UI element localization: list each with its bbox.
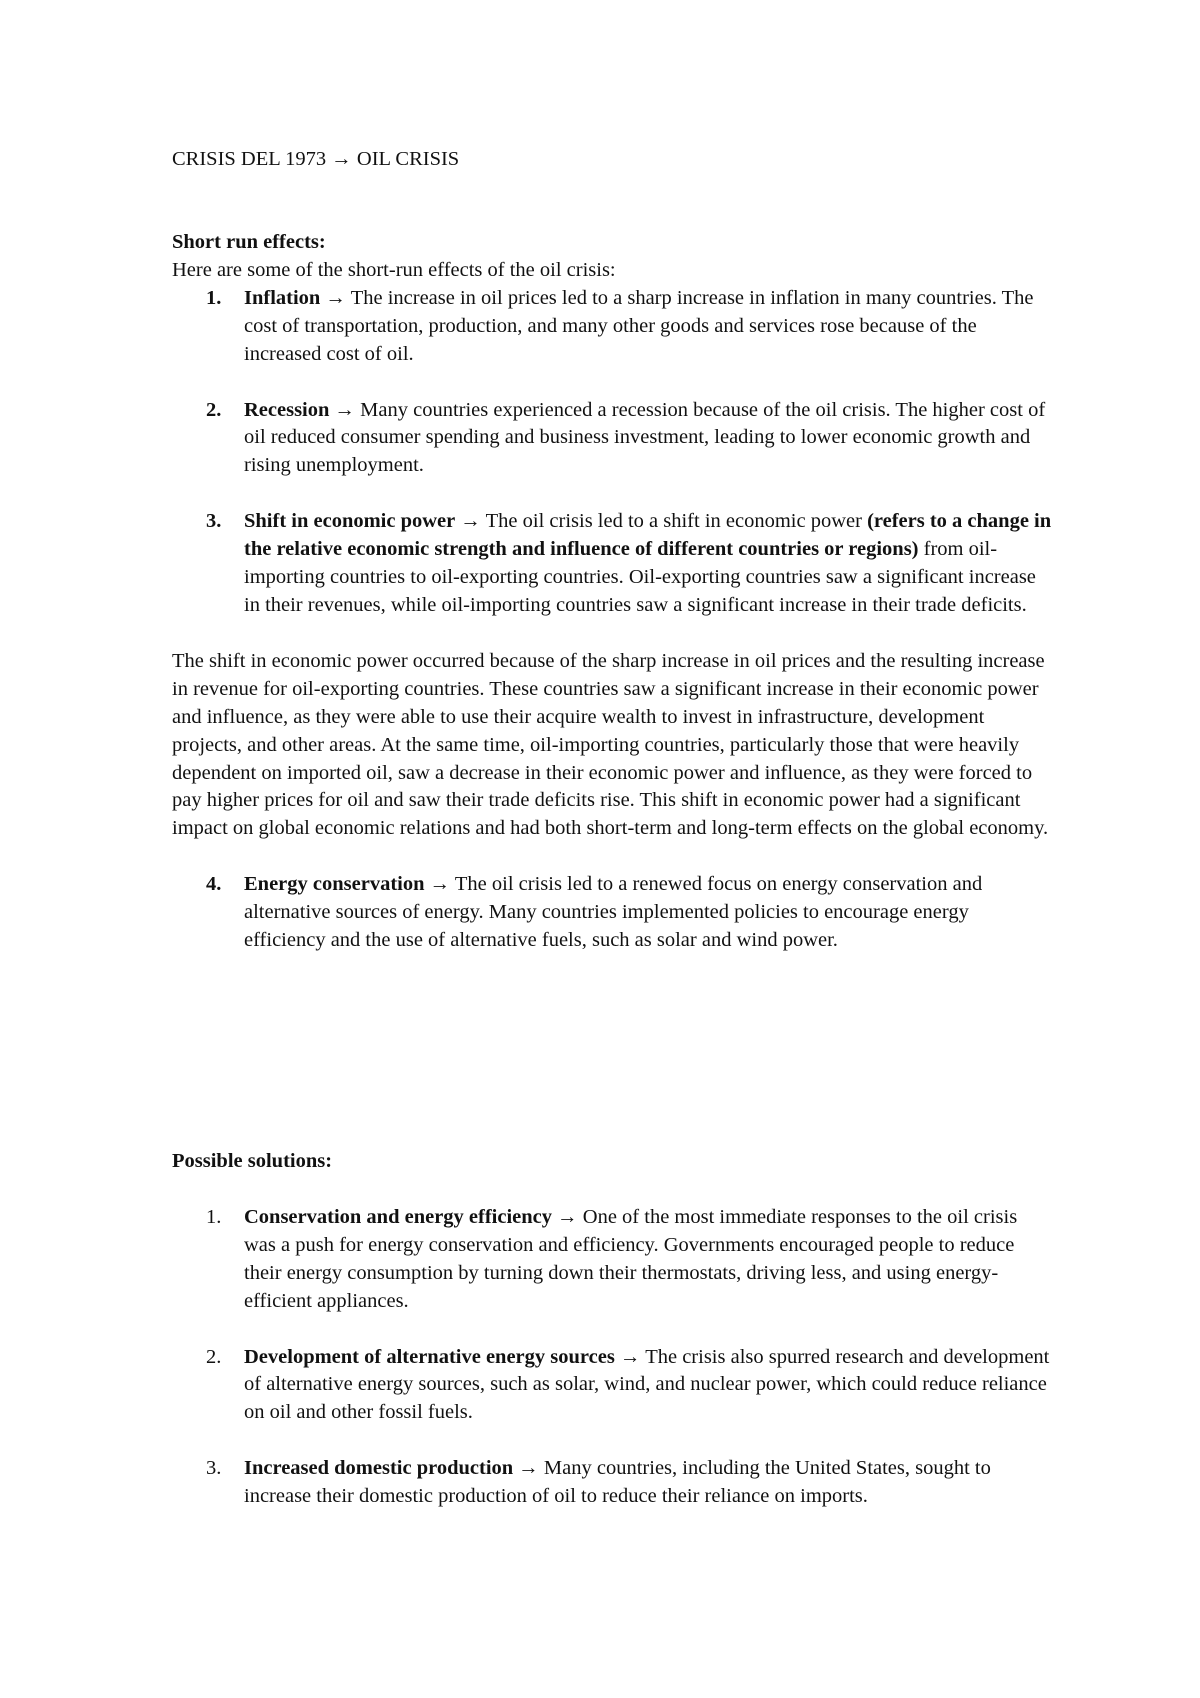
- short-run-heading: Short run effects:: [172, 231, 326, 253]
- item-term: Recession: [244, 398, 330, 421]
- list-item-inflation: [172, 285, 1052, 369]
- item-bold-note: (refers to a change in the relative economic strength and influence of different countries or regions): [244, 510, 1052, 561]
- list-number: 3.: [206, 510, 222, 533]
- short-run-list: [172, 285, 1052, 620]
- list-number: 1.: [206, 286, 222, 309]
- arrow-right-icon: →: [518, 1457, 539, 1480]
- solutions-section: [172, 1148, 1052, 1511]
- list-item-shift-power: [172, 508, 1052, 620]
- title-part-2: OIL CRISIS: [356, 148, 460, 170]
- list-number: 4.: [206, 873, 222, 896]
- short-run-intro: Here are some of the short-run effects of the oil crisis:: [172, 258, 616, 281]
- item-term: Development of alternative energy sources: [244, 1345, 615, 1368]
- item-text: Many countries experienced a recession because of the oil crisis. The higher cost of oil reduced consumer spending and business investment, leading to lower economic growth and rising unemployment.: [244, 398, 1046, 477]
- arrow-right-icon: →: [557, 1205, 578, 1228]
- item-text: The increase in oil prices led to a sharp increase in inflation in many countries. The cost of transportation, production, and many other goods and services rose because of the increased cost of oil.: [244, 286, 1034, 365]
- item-term: Inflation: [244, 286, 321, 309]
- item-term: Conservation and energy efficiency: [244, 1205, 553, 1228]
- item-text-after: from oil-importing countries to oil-exporting countries. Oil-exporting countries saw a significant increase in their revenues, while oil-importing countries saw a significant increase in their trade deficits.: [244, 538, 1036, 616]
- short-run-section: [172, 229, 1052, 955]
- solutions-heading: Possible solutions:: [172, 1150, 333, 1172]
- document-title: [172, 146, 459, 174]
- arrow-right-icon: →: [619, 1345, 641, 1368]
- list-number: 3.: [206, 1457, 222, 1480]
- list-item-alternative-energy: [172, 1344, 1052, 1428]
- list-item-energy-conservation: [172, 871, 1052, 955]
- list-number: 2.: [206, 1345, 222, 1368]
- item-text: One of the most immediate responses to the oil crisis was a push for energy conservation and efficiency. Governments encouraged people to reduce their energy consumption by turning down their thermostats, driving less, and using energy-efficient appliances.: [244, 1205, 1018, 1312]
- item-text: The oil crisis led to a renewed focus on energy conservation and alternative sources of energy. Many countries implemented policies to encourage energy efficiency and the use of alternative fuels, such as solar and wind power.: [244, 873, 983, 952]
- solutions-list: [172, 1204, 1052, 1511]
- arrow-right-icon: →: [325, 286, 346, 309]
- list-item-domestic-production: [172, 1455, 1052, 1511]
- item-term: Increased domestic production: [244, 1457, 514, 1480]
- arrow-right-icon: →: [331, 148, 352, 170]
- shift-explanation-paragraph: The shift in economic power occurred because of the sharp increase in oil prices and the resulting increase in revenue for oil-exporting countries. These countries saw a significant increase in their economic power and influence, as they were able to use their acquire wealth to invest in infrastructure, development projects, and other areas. At the same time, oil-importing countries, particularly those that were heavily dependent on imported oil, saw a decrease in their economic power and influence, as they were forced to pay higher prices for oil and saw their trade deficits rise. This shift in economic power had a significant impact on global economic relations and had both short-term and long-term effects on the global economy.: [172, 649, 1049, 840]
- item-text: The crisis also spurred research and development of alternative energy sources, such as solar, wind, and nuclear power, which could reduce reliance on oil and other fossil fuels.: [244, 1345, 1050, 1424]
- arrow-right-icon: →: [334, 398, 356, 421]
- short-run-list-continued: [172, 871, 1052, 955]
- arrow-right-icon: →: [429, 873, 451, 896]
- item-text: Many countries, including the United States, sought to increase their domestic production of oil to reduce their reliance on imports.: [244, 1457, 991, 1508]
- list-item-conservation: [172, 1204, 1052, 1316]
- item-term: Energy conservation: [244, 873, 425, 896]
- arrow-right-icon: →: [460, 510, 481, 533]
- list-item-recession: [172, 397, 1052, 481]
- title-part-1: CRISIS DEL 1973: [172, 148, 327, 170]
- item-term: Shift in economic power: [244, 510, 456, 533]
- list-number: 2.: [206, 398, 222, 421]
- list-number: 1.: [206, 1205, 222, 1228]
- item-text-before: The oil crisis led to a shift in economic power: [485, 510, 862, 533]
